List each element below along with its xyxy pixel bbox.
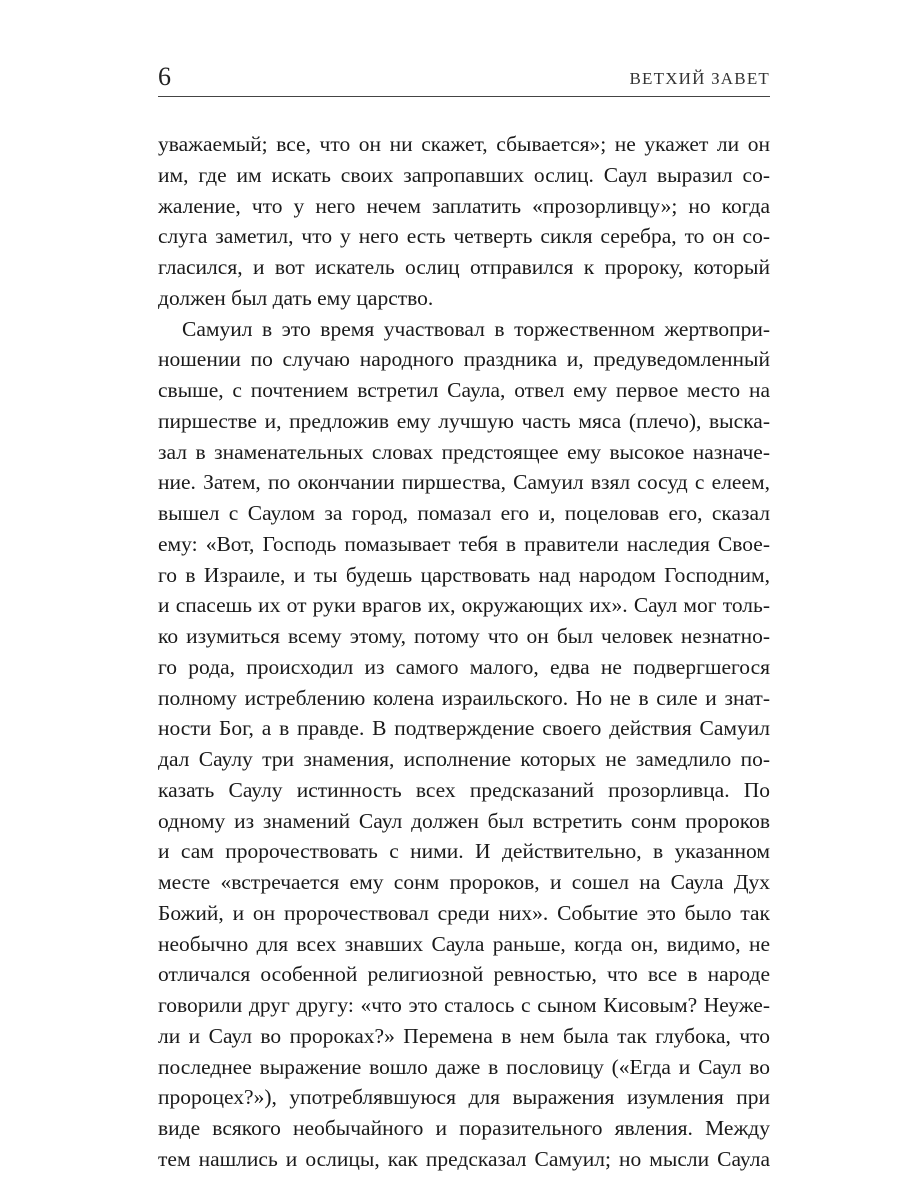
text-line: месте «встречается ему сонм пророков, и сошел на Саула Дух: [158, 870, 770, 894]
paragraph-2: [158, 314, 770, 1175]
text-line: ности Бог, а в правде. В подтверждение своего действия Самуил: [158, 716, 770, 741]
running-title: ВЕТХИЙ ЗАВЕТ: [629, 69, 770, 88]
text-line: отличался особенной религиозной ревностью, что все в народе: [158, 962, 770, 987]
text-line: необычно для всех знавших Саула раньше, когда он, видимо, не: [158, 931, 770, 956]
text-line: последнее выражение вошло даже в пословицу («Егда и Саул во: [158, 1054, 770, 1079]
header-rule: [158, 96, 770, 97]
text-line: вышел с Саулом за город, помазал его и, поцеловав его, сказал: [158, 501, 770, 525]
text-line: го рода, происходил из самого малого, едва не подвергшегося: [158, 654, 770, 679]
text-line: Божий, и он пророчествовал среди них». Событие это было так: [158, 900, 770, 925]
text-line: говорили друг другу: «что это сталось с сыном Кисовым? Неуже-: [158, 993, 770, 1017]
text-line: пророцех?»), употреблявшуюся для выражения изумления при: [158, 1085, 770, 1110]
text-line: Самуил в это время участвовал в торжественном жертвопри-: [182, 316, 770, 341]
text-line: дал Саулу три знамения, исполнение которых не замедлило по-: [158, 747, 770, 771]
text-line: жаление, что у него нечем заплатить «прозорливцу»; но когда: [158, 193, 770, 218]
text-line: полному истреблению колена израильского. Но не в силе и знат-: [158, 685, 770, 710]
text-line: ли и Саул во пророках?» Перемена в нем была так глубока, что: [158, 1023, 770, 1048]
text-line: виде всякого необычайного и поразительного явления. Между: [158, 1116, 770, 1140]
text-line: слуга заметил, что у него есть четверть сикля серебра, то он со-: [158, 224, 770, 249]
text-line: им, где им искать своих запропавших ослиц. Саул выразил со-: [158, 162, 770, 187]
text-line: зал в знаменательных словах предстоящее ему высокое назначе-: [158, 439, 770, 464]
text-line: ние. Затем, по окончании пиршества, Самуил взял сосуд с елеем,: [158, 470, 770, 495]
text-line: уважаемый; все, что он ни скажет, сбывается»; не укажет ли он: [158, 132, 770, 156]
text-line: пиршестве и, предложив ему лучшую часть мяса (плечо), выска-: [158, 408, 770, 433]
text-line: одному из знамений Саул должен был встретить сонм пророков: [158, 808, 770, 833]
page-number: 6: [158, 62, 171, 91]
text-line: должен был дать ему царство.: [158, 285, 434, 310]
page-header: [158, 62, 770, 96]
text-line: казать Саулу истинность всех предсказаний прозорливца. По: [158, 777, 770, 802]
paragraph-1: [158, 129, 770, 314]
body-text: [158, 129, 770, 1175]
text-line: и спасешь их от руки врагов их, окружающих их». Саул мог толь-: [158, 593, 770, 618]
text-line: и сам пророчествовать с ними. И действительно, в указанном: [158, 839, 770, 864]
text-line: ко изумиться всему этому, потому что он был человек незнатно-: [158, 624, 770, 648]
text-line: го в Израиле, и ты будешь царствовать над народом Господним,: [158, 562, 770, 587]
text-line: ему: «Вот, Господь помазывает тебя в правители наследия Свое-: [158, 531, 770, 556]
text-line: свыше, с почтением встретил Саула, отвел ему первое место на: [158, 378, 770, 402]
text-line: ношении по случаю народного праздника и, предуведомленный: [158, 347, 770, 372]
text-line: тем нашлись и ослицы, как предсказал Самуил; но мысли Саула: [158, 1146, 770, 1171]
text-line: гласился, и вот искатель ослиц отправился к пророку, который: [158, 255, 770, 279]
